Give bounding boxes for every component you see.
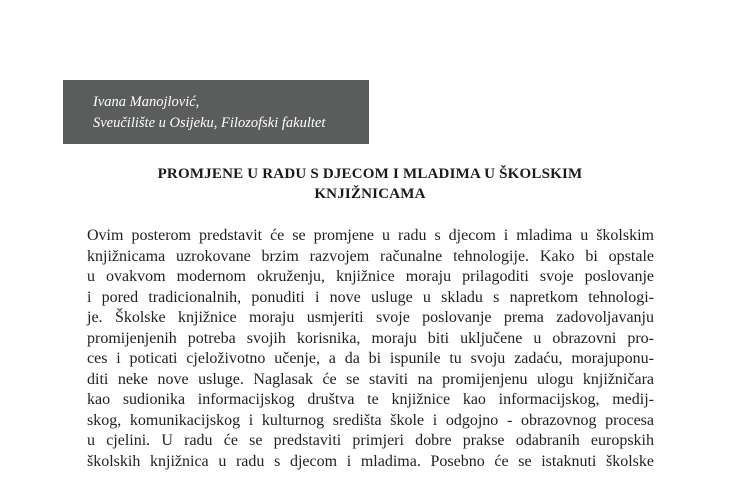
body-line-10: skog, komunikacijskog i kulturnog središta škole i odgojno - obrazovnog procesa	[87, 411, 654, 429]
body-line-9: kao sudionika informacijskog društva te knjižnice kao informacijskog, medij-	[87, 391, 654, 408]
body-line-5: je. Školske knjižnice moraju usmjeriti svoje poslovanje prema zadovoljavanju	[87, 309, 654, 326]
body-line-8: diti neke nove usluge. Naglasak će se staviti na promijenjenu ulogu knjižničara	[87, 370, 654, 388]
body-line-4: i pored tradicionalnih, ponuditi i nove usluge u skladu s napretkom tehnologi-	[87, 288, 654, 306]
body-line-6: promijenjenih potreba svojih korisnika, moraju biti uključene u obrazovni pro-	[87, 329, 654, 347]
body-line-11: u cjelini. U radu će se predstaviti primjeri dobre prakse odabranih europskih	[87, 432, 654, 449]
author-box	[63, 80, 369, 144]
abstract-body	[87, 226, 654, 472]
author-affiliation: Sveučilište u Osijeku, Filozofski fakultet	[93, 115, 326, 131]
body-line-7: ces i poticati cjeloživotno učenje, a da bi ispunile tu svoju zadaću, morajuponu-	[87, 350, 654, 367]
body-line-2: knjižnicama uzrokovane brzim razvojem računalne tehnologije. Kako bi opstale	[87, 247, 654, 265]
body-line-1: Ovim posterom predstavit će se promjene u radu s djecom i mladima u školskim	[87, 227, 654, 244]
author-name: Ivana Manojlović,	[93, 94, 200, 110]
title-line-2: KNJIŽNICAMA	[314, 186, 426, 202]
body-line-3: u ovakvom modernom okruženju, knjižnice moraju prilagoditi svoje poslovanje	[87, 268, 654, 285]
title-line-1: PROMJENE U RADU S DJECOM I MLADIMA U ŠKOLSKIM	[157, 166, 583, 182]
article-title	[120, 164, 620, 204]
body-line-12: školskih knjižnica u radu s djecom i mladima. Posebno će se istaknuti školske	[87, 452, 654, 470]
